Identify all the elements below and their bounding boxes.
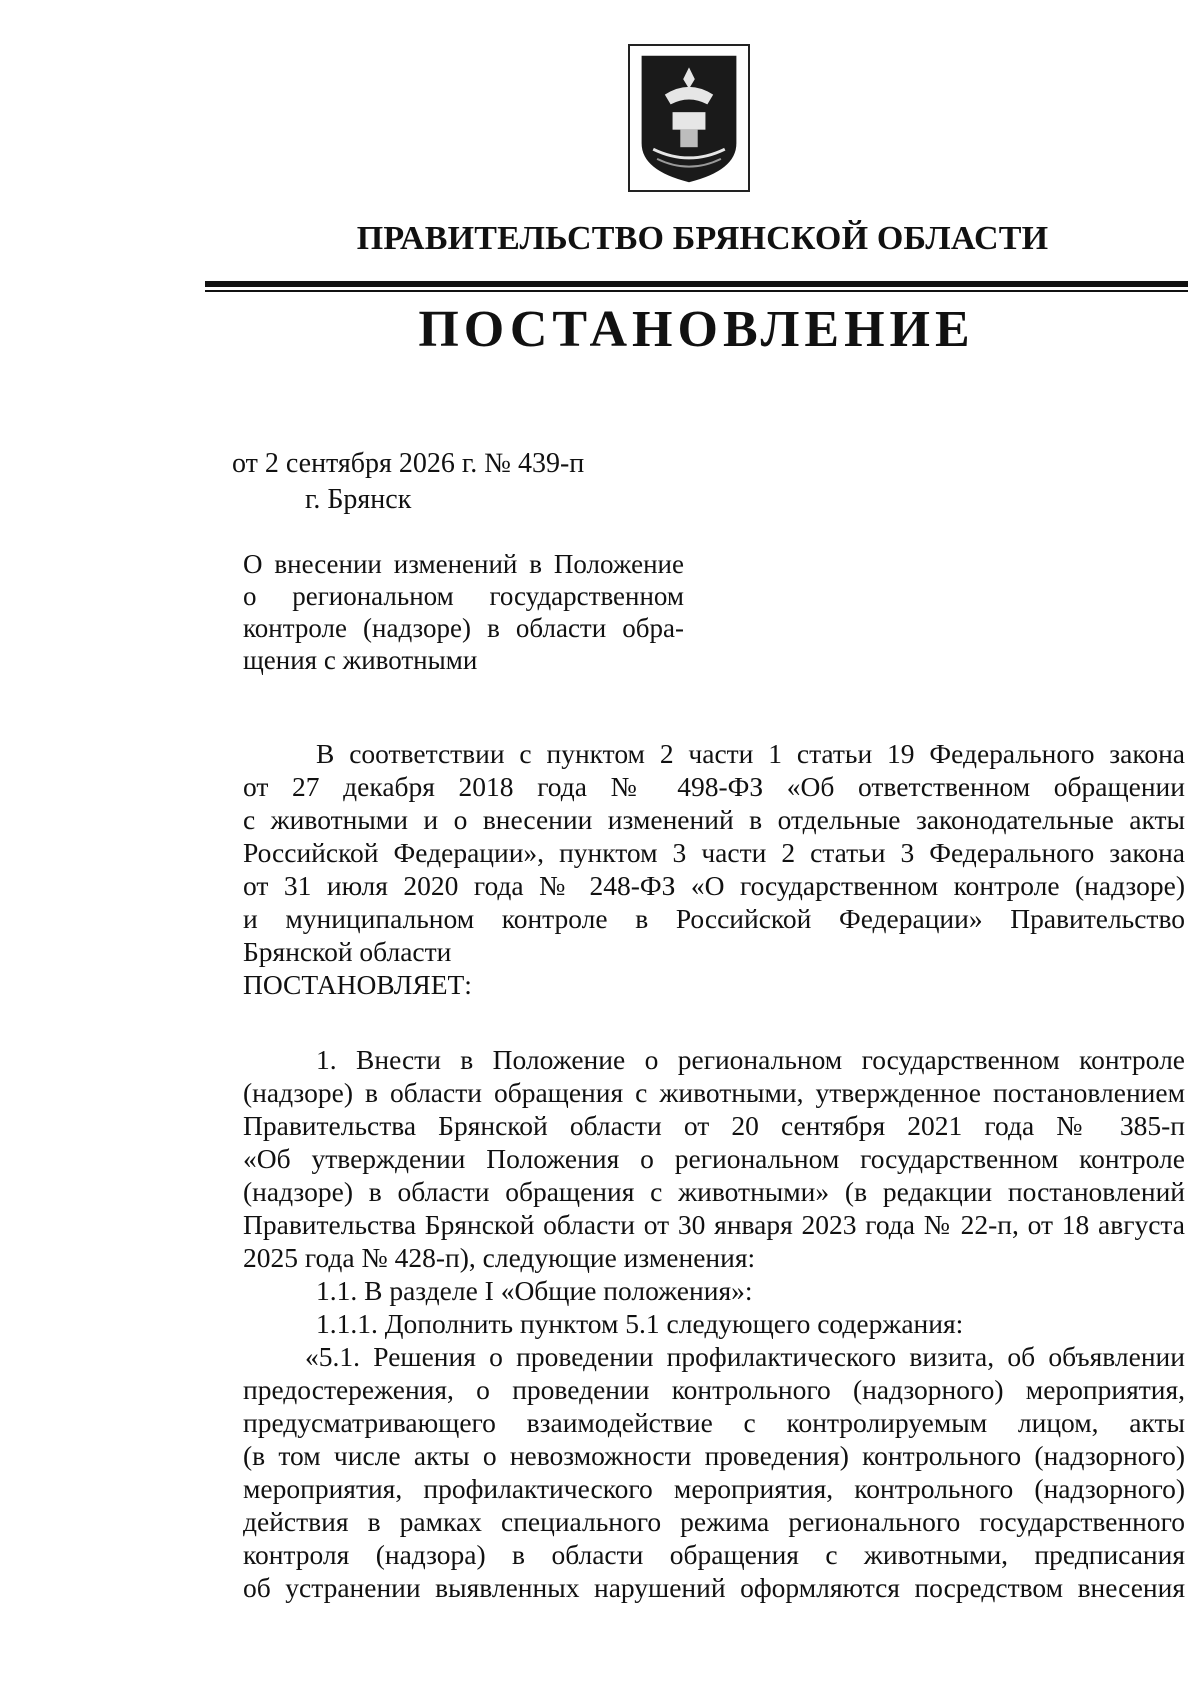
subject-line: О внесении изменений в Положение	[243, 549, 684, 579]
document-date-number: от 2 сентября 2026 г. № 439-п	[232, 448, 585, 479]
item1-line: Правительства Брянской области от 30 января 2023 года № 22-п, от 18 августа	[243, 1209, 1185, 1240]
government-title: ПРАВИТЕЛЬСТВО БРЯНСКОЙ ОБЛАСТИ	[356, 220, 1049, 257]
subject-line: контроле (надзоре) в области обра-	[243, 613, 684, 643]
sub-item-line: 1.1.1. Дополнить пунктом 5.1 следующего содержания:	[316, 1308, 964, 1339]
clause-line: предостережения, о проведении контрольного (надзорного) мероприятия,	[243, 1374, 1185, 1405]
item1-line: (надзоре) в области обращения с животными, утвержденное постановлением	[243, 1077, 1185, 1108]
document-type-title: ПОСТАНОВЛЕНИЕ	[418, 301, 975, 358]
item1-line: (надзоре) в области обращения с животными» (в редакции постановлений	[243, 1176, 1185, 1207]
header-rule-thin	[205, 290, 1188, 292]
paragraph-gap	[243, 1001, 1185, 1043]
document-body	[243, 737, 1185, 1604]
clause-line: «5.1. Решения о проведении профилактического визита, об объявлении	[305, 1341, 1185, 1372]
item1-line: 1. Внести в Положение о региональном государственном контроле	[316, 1044, 1185, 1075]
preamble-line: от 27 декабря 2018 года № 498-ФЗ «Об ответственном обращении	[243, 771, 1185, 802]
preamble-line: с животными и о внесении изменений в отдельные законодательные акты	[243, 804, 1185, 835]
preamble-line: Российской Федерации», пунктом 3 части 2 статьи 3 Федерального закона	[243, 837, 1185, 868]
item1-line: 2025 года № 428-п), следующие изменения:	[243, 1242, 756, 1273]
subject-line: о региональном государственном	[243, 581, 684, 611]
clause-line: предусматривающего взаимодействие с контролируемым лицом, акты	[243, 1407, 1185, 1438]
clause-line: действия в рамках специального режима регионального государственного	[243, 1506, 1185, 1537]
preamble-line: от 31 июля 2020 года № 248-ФЗ «О государственном контроле (надзоре)	[243, 870, 1185, 901]
preamble-line: Брянской области	[243, 936, 452, 967]
clause-line: (в том числе акты о невозможности проведения) контрольного (надзорного)	[243, 1440, 1185, 1471]
resolves-word: ПОСТАНОВЛЯЕТ:	[243, 969, 472, 1000]
clause-line: об устранении выявленных нарушений оформляются посредством внесения	[243, 1572, 1185, 1603]
document-subject	[243, 548, 684, 676]
clause-line: контроля (надзора) в области обращения с животными, предписания	[243, 1539, 1185, 1570]
item1-line: Правительства Брянской области от 20 сентября 2021 года № 385-п	[243, 1110, 1185, 1141]
item1-line: «Об утверждении Положения о региональном государственном контроле	[243, 1143, 1185, 1174]
header-rule-thick	[205, 281, 1188, 287]
sub-item-line: 1.1. В разделе I «Общие положения»:	[316, 1275, 753, 1306]
document-city: г. Брянск	[305, 484, 412, 515]
clause-line: мероприятия, профилактического мероприятия, контрольного (надзорного)	[243, 1473, 1185, 1504]
subject-line: щения с животными	[243, 645, 478, 675]
coat-of-arms-emblem	[628, 44, 750, 192]
preamble-line: В соответствии с пунктом 2 части 1 статьи 19 Федерального закона	[316, 738, 1185, 769]
preamble-line: и муниципальном контроле в Российской Федерации» Правительство	[243, 903, 1185, 934]
